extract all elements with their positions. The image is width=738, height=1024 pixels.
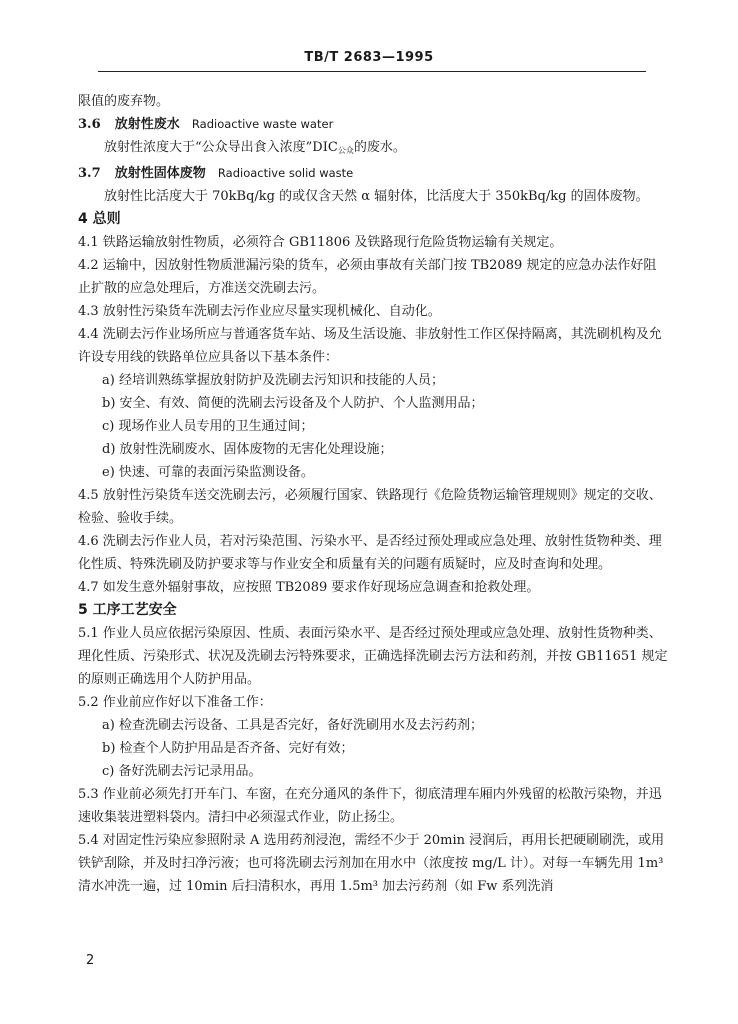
definition-3-7-heading [78, 162, 668, 185]
list-item-e: e) 快速、可靠的表面污染监测设备。 [102, 465, 314, 480]
clause-4-4: 4.4 洗刷去污作业场所应与普通客货车站、场及生活设施、非放射性工作区保持隔离，其洗刷机构及允许设专用线的铁路单位应具备以下基本条件： [78, 327, 662, 365]
body-text: 放射性浓度大于“公众导出食入浓度”DIC [104, 140, 338, 155]
list-item-b: b) 安全、有效、简便的洗刷去污设备及个人防护、个人监测用品； [102, 396, 484, 411]
clause-number: 3.7 [78, 166, 101, 181]
definition-3-7-body: 放射性比活度大于 70kBq/kg 的或仅含天然 α 辐射体，比活度大于 350kBq/kg 的固体废物。 [104, 189, 649, 204]
section-4-heading: 4 总则 [78, 211, 121, 227]
body-text-end: 的废水。 [353, 140, 406, 155]
paragraph-continuation: 限值的废弃物。 [78, 94, 170, 109]
list-item-d: d) 放射性洗刷废水、固体废物的无害化处理设施； [102, 442, 393, 457]
clause-title-english: Radioactive waste water [191, 117, 334, 131]
clause-4-3: 4.3 放射性污染货车洗刷去污作业应尽量实现机械化、自动化。 [78, 304, 441, 319]
clause-4-7: 4.7 如发生意外辐射事故，应按照 TB2089 要求作好现场应急调查和抢救处理。 [78, 580, 540, 595]
clause-5-2: 5.2 作业前应作好以下准备工作： [78, 695, 272, 710]
subscript-text: 公众 [337, 146, 354, 155]
page-number: 2 [86, 953, 95, 968]
clause-4-5: 4.5 放射性污染货车送交洗刷去污，必须履行国家、铁路现行《危险货物运输管理规则》规定的交收、检验、验收手续。 [78, 488, 662, 526]
list-item-c: c) 现场作业人员专用的卫生通过间； [102, 419, 314, 434]
clause-5-1: 5.1 作业人员应依据污染原因、性质、表面污染水平、是否经过预处理或应急处理、放射性货物种类、理化性质、污染形式、状况及洗刷去污特殊要求，正确选择洗刷去污方法和药剂，并按 GB11651 规定的原则正确选用个人防护用品。 [78, 626, 668, 687]
list-item-b: b) 检查个人防护用品是否齐备、完好有效； [102, 741, 354, 756]
document-body [78, 90, 668, 898]
clause-number: 3.6 [78, 117, 101, 132]
page-header-standard-code: TB/T 2683—1995 [304, 50, 434, 65]
definition-3-6-body [78, 136, 668, 162]
clause-title: 放射性废水 [114, 117, 180, 132]
clause-4-6: 4.6 洗刷去污作业人员，若对污染范围、污染水平、是否经过预处理或应急处理、放射性货物种类、理化性质、特殊洗刷及防护要求等与作业安全和质量有关的问题有质疑时，应及时查询和处理。 [78, 534, 662, 572]
header-rule [98, 71, 646, 72]
clause-5-3: 5.3 作业前必须先打开车门、车窗，在充分通风的条件下，彻底清理车厢内外残留的松散污染物，并迅速收集装进塑料袋内。清扫中必须湿式作业，防止扬尘。 [78, 787, 662, 825]
list-item-a: a) 经培训熟练掌握放射防护及洗刷去污知识和技能的人员； [102, 373, 444, 388]
clause-4-1: 4.1 铁路运输放射性物质，必须符合 GB11806 及铁路现行危险货物运输有关规定。 [78, 235, 563, 250]
definition-3-6-heading [78, 113, 668, 136]
clause-5-4: 5.4 对固定性污染应参照附录 A 选用药剂浸泡，需经不少于 20min 浸润后，再用长把硬刷刷洗，或用铁铲刮除，并及时扫净污液；也可将洗刷去污剂加在用水中（浓度按 mg/L 计）。对每一车辆先用 1m³ 清水冲洗一遍，过 10min 后扫清积水，再用 1.5m³ 加去污药剂（如 Fw 系列洗消 [78, 833, 665, 894]
clause-title: 放射性固体废物 [114, 166, 206, 181]
section-5-heading: 5 工序工艺安全 [78, 602, 177, 618]
clause-4-2: 4.2 运输中，因放射性物质泄漏污染的货车，必须由事故有关部门按 TB2089 规定的应急办法作好阻止扩散的应急处理后，方准送交洗刷去污。 [78, 258, 657, 296]
clause-title-english: Radioactive solid waste [217, 166, 354, 180]
list-item-a: a) 检查洗刷去污设备、工具是否完好，备好洗刷用水及去污药剂； [102, 718, 483, 733]
list-item-c: c) 备好洗刷去污记录用品。 [102, 764, 262, 779]
